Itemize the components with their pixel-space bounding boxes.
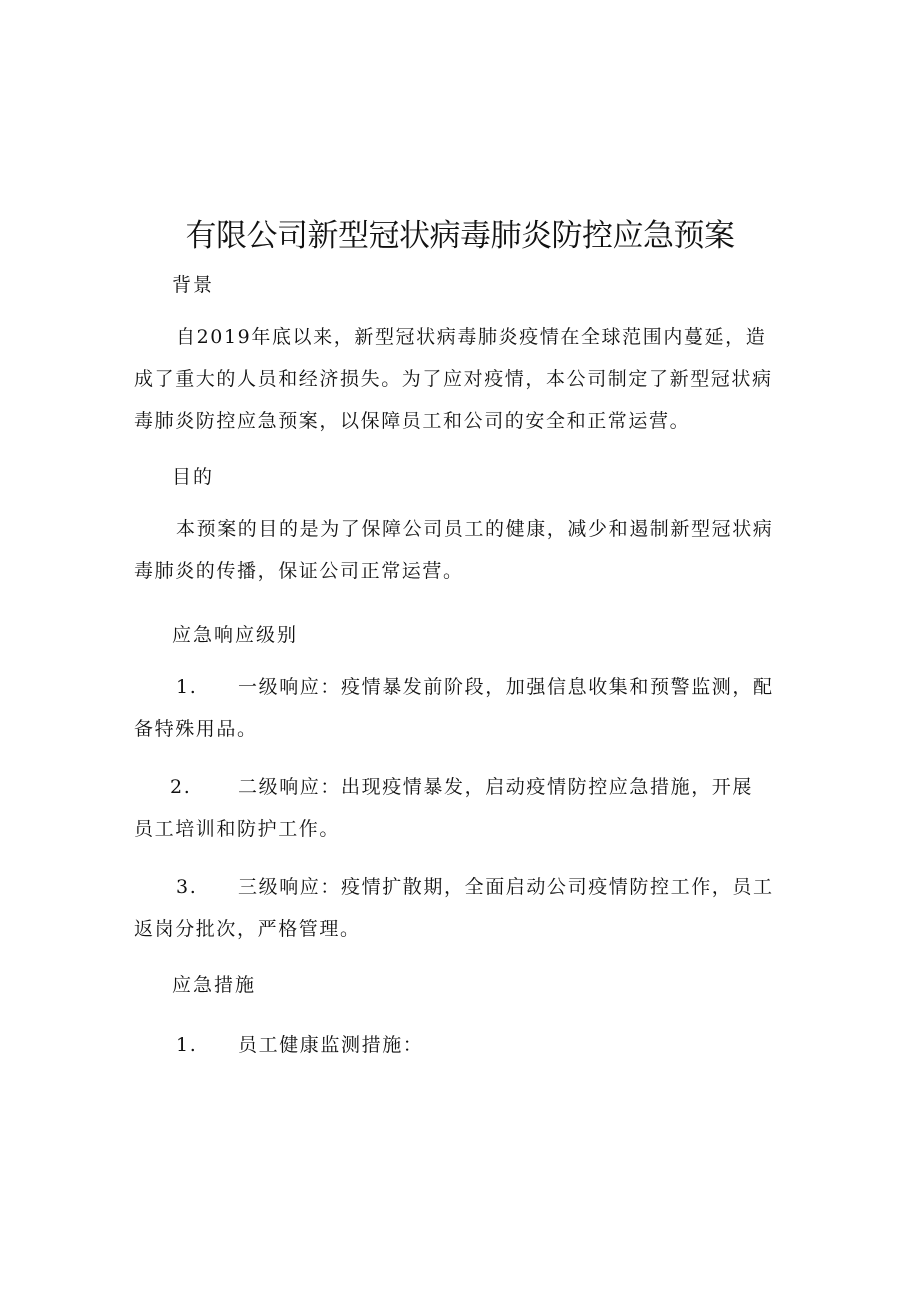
background-paragraph: 自2019年底以来，新型冠状病毒肺炎疫情在全球范围内蔓延，造成了重大的人员和经济损失。为了应对疫情，本公司制定了新型冠状病毒肺炎防控应急预案，以保障员工和公司的安全和正常运营。 — [134, 326, 773, 432]
document-title: 有限公司新型冠状病毒肺炎防控应急预案 — [185, 218, 735, 254]
list-item-text: 一级响应：疫情暴发前阶段，加强信息收集和预警监测，配备特殊用品。 — [134, 676, 774, 740]
list-number: 1. — [176, 676, 198, 698]
section-heading-response-levels: 应急响应级别 — [172, 624, 299, 646]
measure-item — [134, 1024, 784, 1066]
list-item-text: 员工健康监测措施： — [238, 1034, 424, 1056]
section-heading-measures: 应急措施 — [172, 974, 257, 996]
list-item-text: 三级响应：疫情扩散期，全面启动公司疫情防控工作，员工返岗分批次，严格管理。 — [134, 876, 774, 940]
purpose-paragraph: 本预案的目的是为了保障公司员工的健康，减少和遏制新型冠状病毒肺炎的传播，保证公司正常运营。 — [134, 518, 774, 582]
list-item-text: 二级响应：出现疫情暴发，启动疫情防控应急措施，开展员工培训和防护工作。 — [134, 776, 754, 840]
response-level-item — [134, 666, 784, 750]
section-heading-background: 背景 — [172, 274, 215, 296]
list-number: 1. — [176, 1034, 198, 1056]
section-heading-purpose: 目的 — [172, 466, 215, 488]
list-number: 3. — [176, 876, 198, 898]
list-number: 2. — [170, 776, 192, 798]
response-level-item — [134, 866, 784, 950]
response-level-item — [134, 766, 754, 850]
